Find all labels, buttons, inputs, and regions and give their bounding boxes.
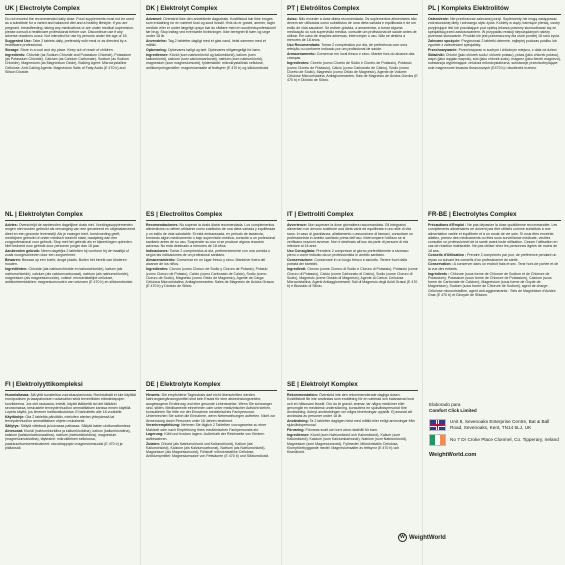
paragraph-text: Förvaras svalt och torrt utom räckhåll för barn. [305,428,379,433]
paragraph-heading: Uso Consigliato: [287,249,316,254]
paragraph-text: Store in a cool and dry place. Keep out of reach of children. [20,47,114,52]
paragraph-text: Älä ylitä suositeltua vuorokausiannosta. Ravintolisää ei tule käyttää monipuolisen ja tasapainoisen ruokavalion sekä terveellisten elämäntapojen korvikkeena. Jos olet raskaana, imetät, käytät lääkkeitä tai olet lääkärin seurannassa, keskustele terveydenhuollon ammattilaisen kanssa ennen käyttöä. Lopeta käyttö, jos ilmenee haittavaikutuksia. Ei tarkoitettu alle 18-vuotiaille. [5,393,136,414]
paragraph-heading: Aanbevolen gebruik: [5,249,41,254]
panel-paragraph [287,61,418,82]
paragraph-heading: Storage: [5,47,20,52]
panel-es [141,206,282,376]
panel-paragraph [428,223,561,253]
paragraph-text: Take 2 tablets daily, preferably with meal or as directed by a healthcare professional. [5,38,127,48]
panel-title: FR-BE | Électrolytes Complex [428,211,561,221]
paragraph-heading: Ainesosat: [5,428,24,433]
paragraph-text: Cloruro (come Cloruro di Sodio e Cloruro di Potassio), Potassio (come Cloruro di Potassio), Calcio (come Carbonato di Calcio), Sodio (come Cloruro di Sodio), Magnesio (come Ossido di Magnesio), Agente di Carica: Cellulosa Microcristallina, Agenti Antiagglomeranti: Sali di Magnesio degli Acidi Grassi (E 470 b) e Biossido di Silicio. [287,267,418,289]
panel-dk [141,0,282,206]
panel-paragraph [146,223,277,249]
panel-paragraph [287,249,418,258]
paragraph-heading: Conservazione: [287,258,314,263]
paragraph-text: Chloride (as Sodium Chloride and Potassium Chloride), Potassium (as Potassium Chloride), Calcium (as Calcium Carbonate), Sodium (as Sodium Chloride), Magnesium (as Magnesium Oxide), Bulking Agent: Microcrystalline Cellulose, Anti-Caking Agents: Magnesium Salts of Fatty Acids (E 470 b) and Silicon Dioxide. [5,52,131,74]
paragraph-text: Kloridi (natriumkloridina ja kaliumkloridina), kalium (kaliumkloridina), kalsium (kalsiumkarbonaattina), natrium (natriumkloridina), magnesium (magnesiumoksidina), täyteaine: mikrokiteinen selluloosa, paakkuuntumisenestoaineet: rasvahappojen magnesiumsuolat (E 470 b) ja piidioksidi. [5,428,131,450]
panel-paragraph [287,393,418,419]
paragraph-text: Nie przekraczać zalecanej porcji. Suplementy nie mogą zastępować zróżnicowanej diety i zdrowego stylu życia. Kobiety w ciąży, karmiące piersią, osoby przyjmujące leki lub pozostające pod opieką lekarza powinny skonsultować się ze specjalistą przed zastosowaniem. W przypadku reakcji niepożądanych należy przerwać stosowanie. Produkt nie jest przeznaczony dla osób poniżej 18 roku życia. [428,17,560,38]
panel-paragraph [146,53,277,70]
paragraph-text: Overskrid ikke den anbefalede dagsdosis. Kosttilskud bør ikke bruges som erstatning for en varieret kost og sund livsstil. Hvis du er gravid, ammer, tager medicin eller er under lægeligt opsyn bør du rådføre med en sundhedsprofessionel før brug. Stop indtag ved eventuelle bivirkninger. Ikke beregnet til børn og unge under 18 år. [146,17,276,38]
paragraph-text: Ne pas dépasser la dose quotidienne recommandée. Les compléments alimentaires ne doivent pas être utilisés comme substituts à une alimentation variée et équilibrée et à un mode de vie sain. Si vous êtes enceinte, allaitez, prenez des médicaments ou êtes sous surveillance médicale, veuillez consulter un professionnel de la santé avant toute utilisation. Cesser l'utilisation en cas de réaction indésirable. Ne pas utiliser chez les personnes âgées de moins de 18 ans. [428,223,558,253]
uk-address-row [429,419,561,431]
panel-paragraph [5,249,136,258]
paragraph-heading: Opbevaring: [146,47,167,52]
panel-paragraph [287,223,418,249]
panel-paragraph [287,419,418,428]
paragraph-text: A conserver dans un endroit frais et sec. Tenir hors de portée et de la vue des enfants. [428,262,559,271]
panel-paragraph [5,258,136,267]
panel-paragraph [5,223,136,249]
panel-body [287,393,418,454]
paragraph-heading: Conseils d'Utilisation : [428,253,467,258]
paragraph-heading: Förvaring: [287,428,305,433]
paragraph-text: Kühl und trocken lagern. Außerhalb der Reichweite von Kindern aufbewahren. [146,432,265,441]
paragraph-heading: Przechowywanie: [428,47,458,52]
panel-frbe [423,206,565,376]
panel-paragraph [5,17,136,38]
panel-paragraph [146,423,277,432]
paragraph-text: Overschrijd de aanbevolen dagelijkse dosis niet. Voedingssupplementen mogen niet worden gebruikt als vervanging van een gevarieerd en uitgebalanceerd dieet en een gezonde levensstijl. Als je zwanger bent, borstvoeding geeft, medicijnen gebruikt of onder medisch toezicht staat, raadpleeg dan een zorgprofessional voor gebruik. Stop met het gebruik als er bijwerkingen optreden. Niet bedoeld voor gebruik door personen jonger dan 18 jaar. [5,223,136,249]
paragraph-text: Överskrid inte den rekommenderade dagliga dosen. Kosttillskott får inte användas som ersättning för en varierad och balanserad kost och en hälsosam livsstil. Om du är gravid, ammar, tar några mediciner eller genomgår en medicinsk undersökning, konsultera en sjukvårdspersonal före användning. Avbryt användningen om några biverkningar uppstår. Ej avsedd att användas av personer under 18 år. [287,393,414,419]
weightworld-mark-icon: w [398,533,407,542]
panel-paragraph [428,39,561,48]
paragraph-heading: Användning: [287,419,309,424]
panel-title: DK | Elektrolyt Complex [146,5,277,15]
paragraph-text: Ta 2 tabletter dagligen helst med måltid eller enligt anvisningar från sjukvårdspersonal. [287,419,415,428]
paragraph-text: Bewaar op een koele, droge plaats. Buiten het bereik van kinderen houden. [5,258,127,267]
panel-fi [0,376,141,565]
paragraph-text: Säilytä viileässä ja kuivassa paikassa. Säilytä lasten ulottumattomissa. [20,423,132,428]
panel-title: FI | Elektrolyyttikompleksi [5,381,136,391]
paragraph-heading: Ingredients: [5,52,26,57]
paragraph-heading: Ingredientes: [146,267,169,272]
paragraph-heading: Verzehrempfehlung: [146,423,181,428]
panel-paragraph [5,415,136,424]
panel-paragraph [5,39,136,48]
paragraph-heading: Advies: [5,223,18,227]
paragraph-heading: Ingredienser: [146,52,169,57]
paragraph-text: Prendre 2 comprimés par jour, de préférence pendant un repas ou suivant les conseils d'un professionnel de santé. [428,253,557,262]
paragraph-heading: Ingredienti: [287,267,307,272]
panel-paragraph [428,262,561,271]
panel-paragraph [5,393,136,414]
paragraph-heading: Indicaciones: [146,249,169,254]
paragraph-text: Die empfohlene Tagesdosis darf nicht überschritten werden. Nahrungsergänzungsmittel sind kein Ersatz für eine abwechslungsreiche, ausgewogene Ernährung und eine gesunde Lebensweise. Wenn Sie schwanger sind, stillen, Medikamente einnehmen oder unter medizinischer Aufsicht stehen, konsultieren Sie bitte vor der Einnahme medizinisches Fachpersonal. Unterbrechen Sie sofort die Einnahme, wenn Nebenwirkungen auftreten. Nicht zur Anwendung durch Personen unter 18 Jahren bestimmt. [146,393,276,423]
panel-title: PT | Eletrólitos Complex [287,5,418,15]
paragraph-heading: Almacenamiento: [146,258,176,263]
paragraph-heading: Rekommendation: [287,393,318,397]
weightworld-brand: WeightWorld [409,534,446,541]
panel-paragraph [146,258,277,267]
panel-paragraph [5,48,136,52]
paragraph-text: Tag 2 tabletter dagligt med et glas vand, helst sammen med et måltid. [146,38,266,48]
panel-paragraph [287,17,418,43]
paragraph-heading: Säilytys: [5,423,20,428]
panel-paragraph [287,433,418,454]
panel-pl [423,0,565,206]
panel-body [146,17,277,70]
panel-body [428,223,561,297]
panel-body [287,17,418,83]
panel-paragraph [146,48,277,52]
weightworld-logo [398,533,446,542]
paragraph-text: Klorid (som Natriumklorid och Kaliumklorid), Kalium (som Kaliumklorid), Kalcium (som Kalciumkarbonat), Natrium (som Natriumklorid), Magnesium (som Magnesiumoxid), Fyllmedel: Mikrokristallin Cellulosa, Klumpförebyggande medel: Magnesiumsalter av fettsyror (E 470 b) och Kiseldioxid. [287,433,407,455]
paragraph-heading: Ingrediënten: [5,267,28,272]
panel-paragraph [428,17,561,38]
panel-title: SE | Elektrolyt Komplex [287,381,418,391]
paragraph-heading: Ostrzeżenie: [428,17,450,21]
paragraph-heading: Avvertenze: [287,223,307,227]
panel-paragraph [146,267,277,288]
paragraph-heading: Conservation : [428,262,453,267]
paragraph-text: Non superare la dose giornaliera raccomandata. Gli integratori alimentari non devono sostituire una dieta varia ed equilibrata e uno stile di vita sano. In caso di gravidanza, allattamento o assunzione di farmaci, consultare un professionista in ambito sanitario prima dell'uso. Interrompere l'utilizzo se si verificano reazioni avverse. Non è destinato all'uso da parte di persone di età inferiore ai 18 anni. [287,223,413,249]
paragraph-text: Chlorid (als Natriumchlorid und Kaliumchlorid), Kalium (als Kaliumchlorid), Kalzium (als Kalziumcarbonat), Natrium (als Natriumchlorid), Magnesium (als Magnesiumoxid), Füllstoff: mikrokristalline Cellulose, Antiklumpmittel: Magnesiumsalze von Fettsäuren (E 470 b) und Siliziumdioxid. [146,441,270,459]
panel-body [287,223,418,289]
paragraph-text: Tomar 2 comprimidos al día, preferentemente con una comida o según las indicaciones de un profesional sanitario. [146,249,271,258]
paragraph-text: Não exceder a dose diária recomendada. Os suplementos alimentares não devem ser utilizados como substitutos de uma dieta variada e equilibrada e de um estilo de vida saudável. Se estiver grávida, a amamentar, a tomar alguma medicação ou sob supervisão médica, consulte um profissional de saúde antes de utilizar. Em caso de reações adversas, interromper o uso. Não se destina a menores de 18 anos. [287,17,417,43]
paragraph-heading: Zalecane spożycie: [428,38,461,43]
paragraph-text: Przechowywać w suchym i chłodnym miejscu, z dala od dzieci. [458,47,558,52]
panel-paragraph [146,393,277,423]
paragraph-text: Cloruro (como Cloruro de Sodio y Cloruro de Potasio), Potasio (como Cloruro de Potasio), Calcio (como Carbonato de Calcio), Sodio (como Cloruro de Sodio), Magnesio (como Óxido de Magnesio), Agente de Carga: Celulosa Microcristalina, Antiaglomerantes: Sales de Magnesio de Ácidos Grasos (E 470 b) y Dióxido de Silicio. [146,267,274,289]
panel-paragraph [287,428,418,432]
panel-title: UK | Electrolyte Complex [5,5,136,15]
paragraph-heading: Zutaten: [146,441,160,446]
paragraph-heading: Käyttöohje: [5,414,25,419]
panel-title: DE | Elektrolyte Komplex [146,381,277,391]
paragraph-heading: Armazenamento: [287,52,316,57]
panel-paragraph [146,249,277,258]
paragraph-heading: Ingredientes: [287,61,310,66]
paragraph-text: No superar la dosis diaria recomendada. Los complementos alimenticios no deben utilizarse como sustitutos de una dieta variada y equilibrada y un estilo de vida saludable. Si está embarazada, en periodo de lactancia, tomando algún medicamento o bajo supervisión médica, consulte a un profesional sanitario antes de su uso. Suspender su uso si se produce alguna reacción adversa. No está destinado a menores de 18 años. [146,223,276,249]
paragraph-text: Chloride (als natriumchloride en kaliumchloride), kalium (als natriumchloride), calcium (als calciumcarbonaat), natrium (als natriumchloride), magnesium (als magnesiumoxide), vulstof: microkristallijne cellulose, antiklontermiddelen: magnesiumzouten van vetzuren (E 470 b) en siliciumdioxide. [5,267,134,285]
paragraph-text: Ota 2 tablettia päivittäin, mieluiten aterian yhteydessä tai terveydenhuollon ammattilaisen ohjeen mukaisesti. [5,414,115,424]
paragraph-text: Conservar em local fresco e seco. Manter fora do alcance das crianças. [287,52,415,61]
panel-body [428,17,561,70]
paragraph-text: Prendere 2 compresse al giorno preferibilmente a stomaco pieno o come indicato da un professionista in ambito sanitario. [287,249,409,258]
panel-body [5,393,136,450]
paragraph-heading: Uso Recomendado: [287,43,321,48]
panel-paragraph [428,253,561,262]
panel-paragraph [146,17,277,38]
uk-flag-icon [429,419,446,431]
paragraph-text: Chlorki (jako chlorek sodu i chlorek potasu), potas (jako chlorek potasu), wapń (jako węglan wapnia), sód (jako chlorek sodu), magnez (jako tlenek magnezu), substancja wypełniająca: celuloza mikrokrystaliczna, substancje przeciwzbrylające: sole magnezowe kwasów tłuszczowych (E470 b) i dwutlenek krzemu. [428,52,561,70]
panel-body [5,223,136,284]
panel-body [146,393,277,459]
paragraph-heading: Suggested Use: [5,38,32,43]
panel-title: NL | Elektrolyten Complex [5,211,136,221]
paragraph-heading: Aviso: [287,17,298,21]
paragraph-text: Przyjmować 2 tabletki dziennie, najlepiej podczas posiłku lub zgodnie z zaleceniami specjalisty. [428,38,557,48]
paragraph-text: Opbevares køligt og tørt. Opbevares utilgængeligt for børn. [167,47,261,52]
ireland-flag-icon [429,434,446,446]
paragraph-text: Klorid (som natriumklorid og kaliumklorid), kalium (som kaliumklorid), calcium (som calciumcarbonat), natrium (som natriumklorid), magnesium (som magnesiumoxid), fyldemiddel: mikrokrystallinsk cellulose, antiklumpningsmidler: magnesiumsalte af fedtsyrer (E 470 b) og siliciumdioxid. [146,52,270,70]
panel-body [146,223,277,289]
paragraph-heading: Recomendaciones: [146,223,179,227]
paragraph-text: Chlorure (sous forme de Chlorure de Sodium et de Chlorure de Potassium), Potassium (sous forme de Chlorure de Potassium), Calcium (sous forme de Carbonate de Calcium), Magnésium (sous forme de Oxyde de Magnésium), Sodium (sous forme de Chlorure de Sodium), agent de charge : Cellulose microcristalline, agent anti-agglomérants : Sels de Magnésium d'Acides Gras (E 470 b) et Dioxyde de Silicium. [428,271,556,297]
paragraph-heading: Ingredienser: [287,433,310,438]
paragraph-heading: Składniki: [428,52,445,57]
paragraph-text: Neem dagelijks 2 tabletten bij voorkeur bij de maaltijd of zoals voorgeschreven door een zorgverlener. [5,249,129,258]
ie-address-row [429,434,561,446]
paragraph-text: Cloreto (como Cloreto de Sódio e Cloreto de Potássio), Potássio (como Cloreto de Potássio), Cálcio (como Carbonato de Cálcio), Sódio (como Cloreto de Sódio), Magnésio (como Óxido de Magnésio), Agente de Volume: Celulose Microcristalina, Antiaglomerantes: Sais de Magnésio de Ácidos Gordos (E 470 b) e Dióxido de Silício. [287,61,418,83]
panel-paragraph [287,258,418,267]
elaborated-by-label: Elaborado para [429,402,461,407]
paragraph-heading: Huomioitavaa: [5,393,30,397]
panel-paragraph [146,432,277,441]
panel-pt [282,0,423,206]
paragraph-heading: Anvendelse: [146,38,168,43]
paragraph-text: Nehmen Sie täglich 2 Tabletten vorzugsweise zu einer Mahlzeit oder nach Empfehlung Ihres medizinischen Fachpersonals ein. [146,423,267,432]
panel-nl [0,206,141,376]
uk-address: Unit 8, Sevenoaks Enterprise Centre, Bat & Ball Road, Sevenoaks, Kent, TN14 5LJ, UK [450,419,550,431]
paragraph-heading: Précautions d'Emploi : [428,223,467,227]
panel-paragraph [428,48,561,52]
website-link[interactable]: WeightWorld.com [429,452,477,459]
paragraph-heading: Hinweis: [146,393,161,397]
panel-title: PL | Kompleks Elektrolitów [428,5,561,15]
panel-it [282,206,423,376]
panel-title: IT | Elettroliti Complex [287,211,418,221]
ie-address: No 7 Dr Croke Place Clonmel, Co. Tipperary, Ireland [450,437,559,443]
paragraph-heading: Ingrédients : [428,271,450,276]
panel-paragraph [5,53,136,74]
paragraph-heading: Lagerung: [146,432,164,437]
paragraph-text: Tomar 2 comprimidos por dia, de preferência com uma refeição ou conforme indicado por um profissional de saúde. [287,43,408,52]
paragraph-heading: Advarsel: [146,17,163,21]
paragraph-heading: Bewaren: [5,258,21,263]
panel-paragraph [146,39,277,48]
panel-paragraph [287,267,418,288]
panel-paragraph [428,272,561,298]
company-name: Comfort Click Limited [429,407,477,413]
paragraph-text: Do not exceed the recommended daily dose. Food supplements must not be used as a substitute for a varied and balanced diet and a healthy lifestyle. If you are pregnant, breastfeeding, taking any medications or are under medical supervision, please consult a healthcare professional before use. Discontinue use if any adverse reactions occur. Not intended for use by persons under the age of 18. [5,17,134,38]
panel-paragraph [5,429,136,450]
panel-de [141,376,282,565]
panel-paragraph [287,52,418,61]
panel-paragraph [5,267,136,284]
panel-paragraph [287,43,418,52]
panel-paragraph [428,53,561,70]
panel-uk [0,0,141,206]
panel-body [5,17,136,74]
paragraph-text: Conservare in un luogo fresco e asciutto. Tenere fuori dalla portata dei bambini. [287,258,408,267]
paragraph-text: Conservar en un lugar fresco y seco. Mantener fuera del alcance de los niños. [146,258,266,267]
panel-paragraph [5,424,136,428]
panel-title: ES | Electrolitos Complex [146,211,277,221]
panel-paragraph [146,442,277,459]
